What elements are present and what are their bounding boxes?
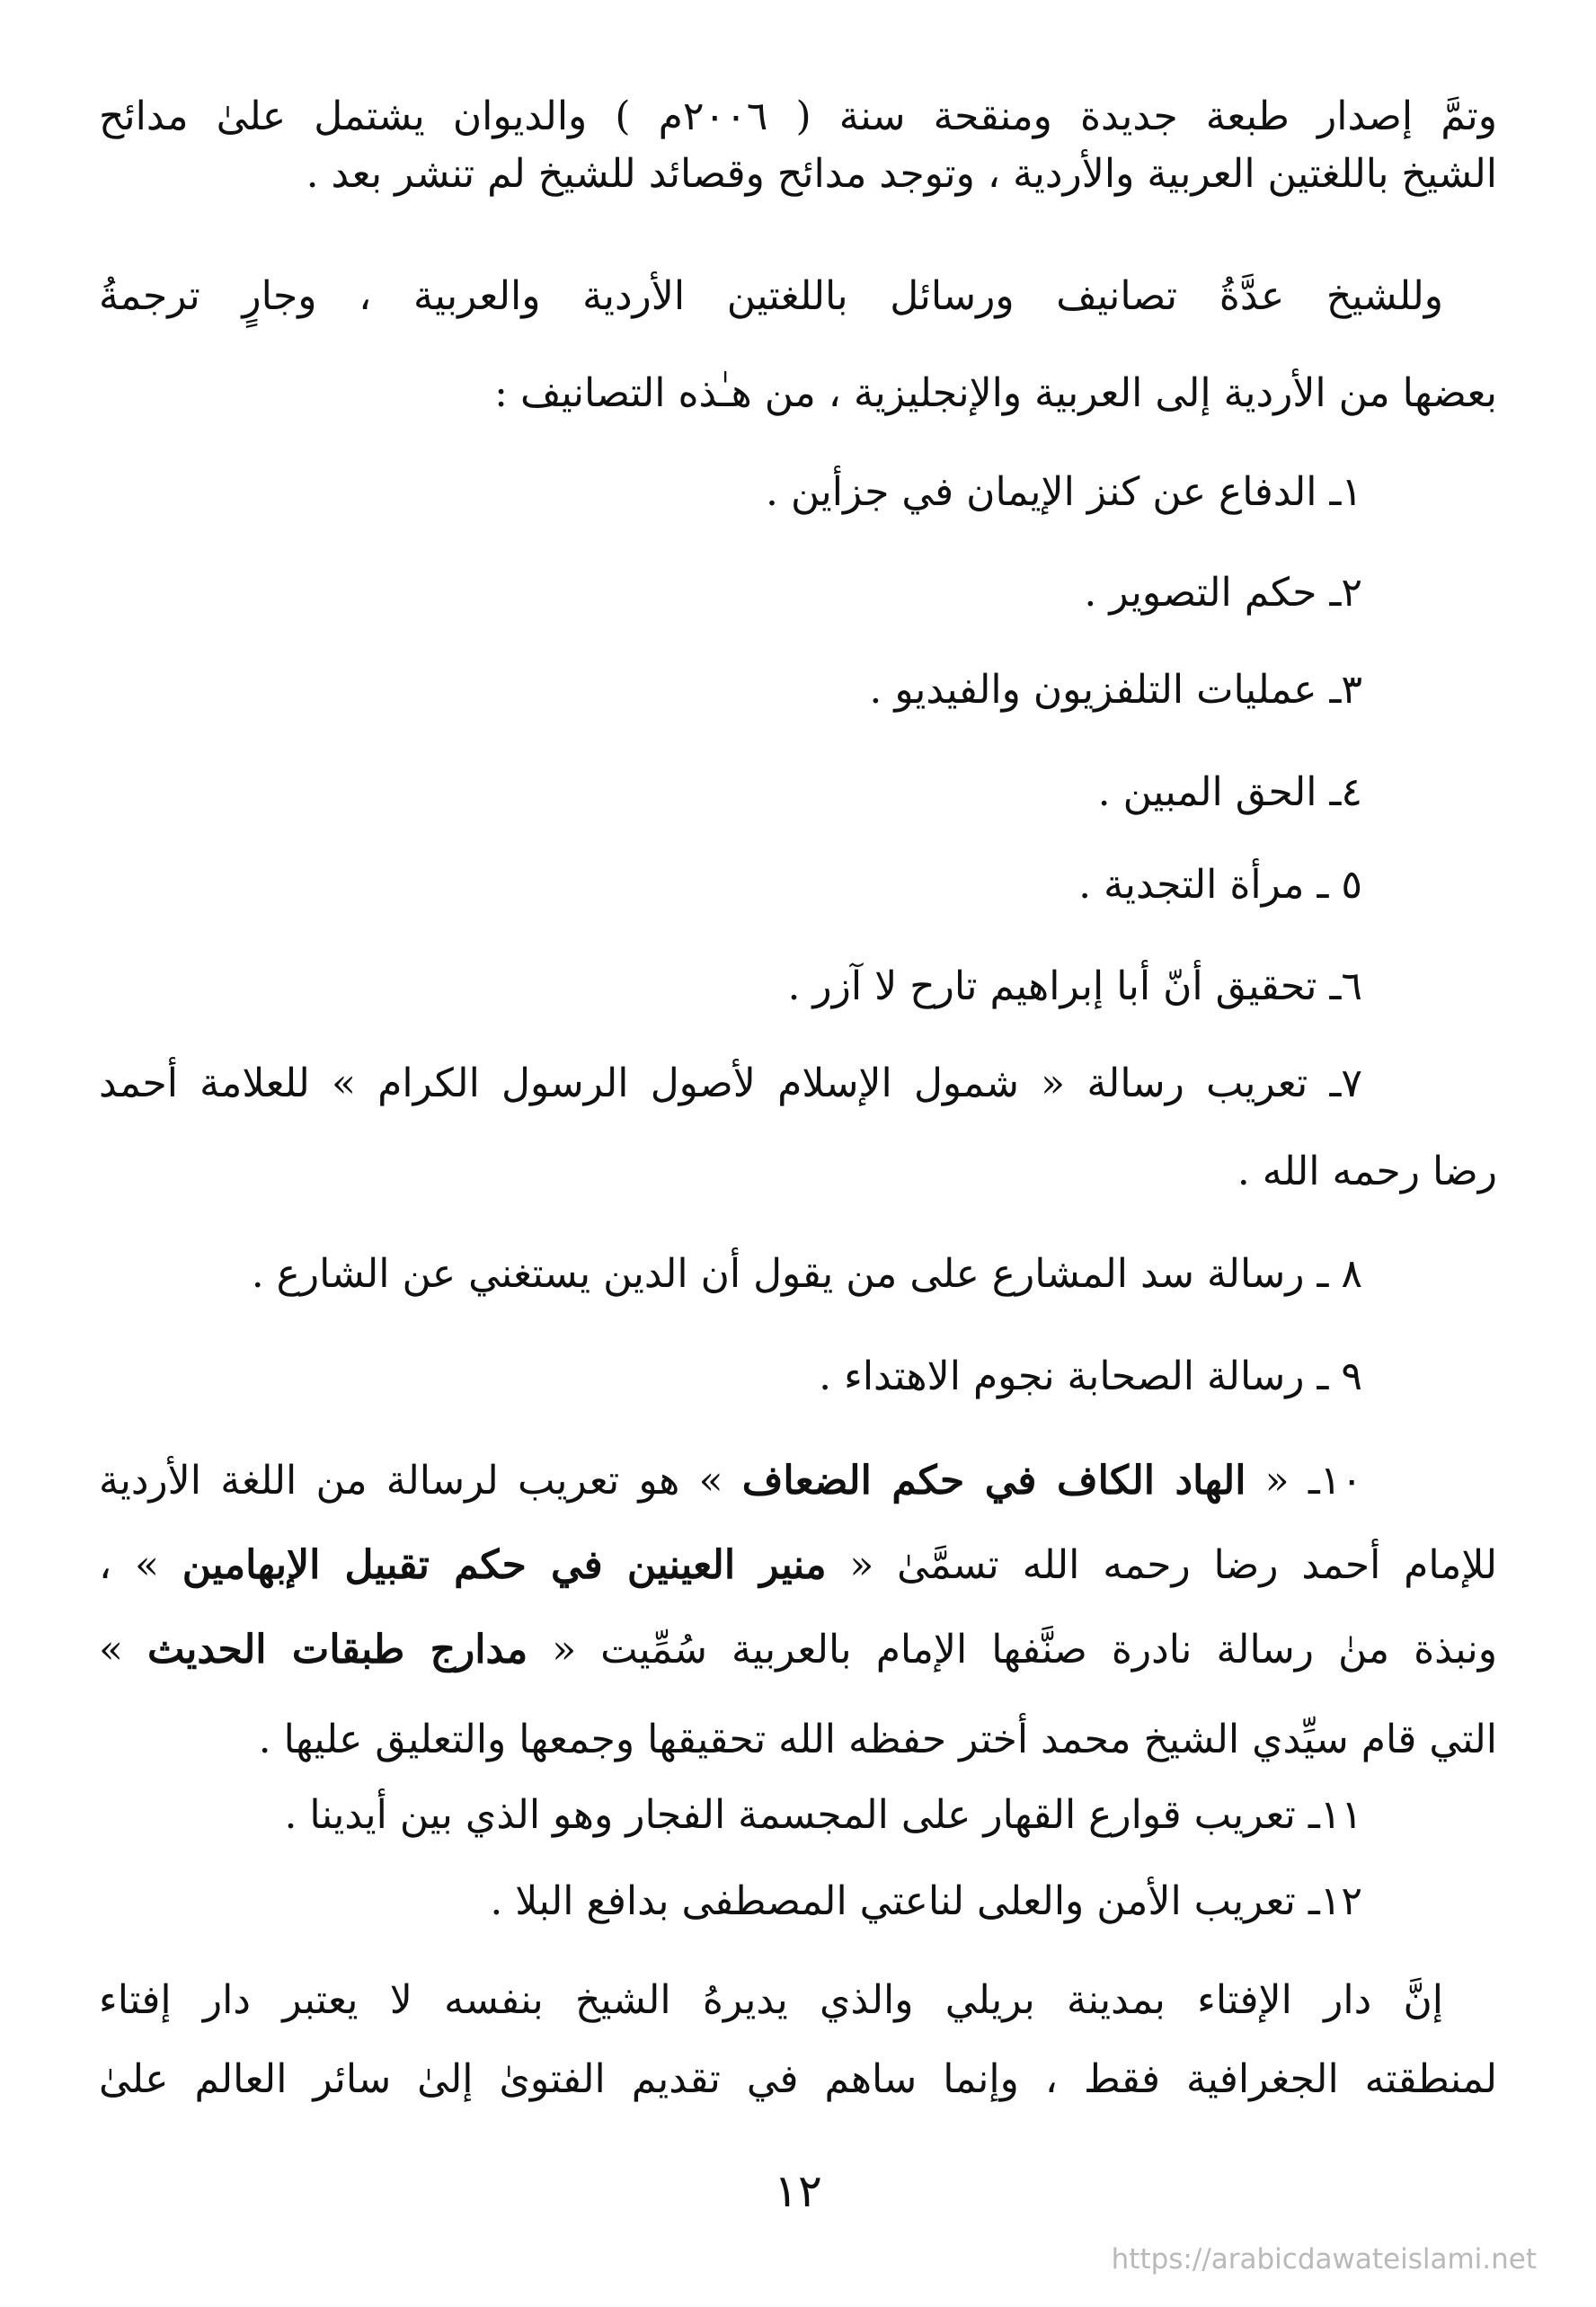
title-alhad-alkaf: الهاد الكاف في حكم الضعاف (741, 1458, 1246, 1504)
list-item-10-line-4: التي قام سيِّدي الشيخ محمد أختر حفظه الله تحقيقها وجمعها والتعليق عليها . (258, 1717, 1497, 1762)
list-item-10-prefix: ١٠ـ « (1246, 1458, 1362, 1504)
list-item-10-text: للإمام أحمد رضا رحمه الله تسمَّىٰ « (826, 1542, 1498, 1588)
paragraph-1-line-2: الشيخ باللغتين العربية والأردية ، وتوجد مدائح وقصائد للشيخ لم تنشر بعد . (306, 151, 1497, 197)
list-item: ٨ ـ رسالة سد المشارع على من يقول أن الدين يستغني عن الشارع . (251, 1251, 1362, 1297)
title-munir-alaynayn: منير العينين في حكم تقبيل الإبهامين (182, 1542, 827, 1588)
list-item: ٩ ـ رسالة الصحابة نجوم الاهتداء . (819, 1353, 1362, 1399)
list-item: ٦ـ تحقيق أنّ أبا إبراهيم تارح لا آزر . (787, 963, 1362, 1009)
list-item: ١١ـ تعريب قوارع القهار على المجسمة الفجار وهو الذي بين أيدينا . (284, 1792, 1362, 1838)
list-item: ٣ـ عمليات التلفزيون والفيديو . (869, 667, 1362, 713)
paragraph-1-line-1: وتمَّ إصدار طبعة جديدة ومنقحة سنة ( ٢٠٠٦م ) والديوان يشتمل علىٰ مدائح (99, 93, 1497, 139)
works-list (99, 0, 1497, 2157)
paragraph-2-line-1: وللشيخ عدَّةُ تصانيف ورسائل باللغتين الأردية والعربية ، وجارٍ ترجمةُ (99, 273, 1443, 319)
list-item-continuation: رضا رحمه الله . (1237, 1149, 1497, 1194)
list-item-10-line-3 (99, 1623, 1497, 1677)
list-item-10-line-2 (99, 1539, 1497, 1593)
list-item-10-line-1 (99, 1454, 1362, 1508)
list-item-10-text: » ، (99, 1542, 182, 1588)
page-number: ١٢ (774, 2165, 822, 2217)
list-item-10-text: ونبذة منٰ رسالة نادرة صنَّفها الإمام بالعربية سُمِّيت « (528, 1627, 1497, 1673)
list-item: ٤ـ الحق المبين . (1097, 769, 1362, 815)
paragraph-3 (99, 1974, 1497, 2102)
list-item: ٢ـ حكم التصوير . (1084, 570, 1362, 616)
watermark-url: https://arabicdawateislami.net (1111, 2243, 1537, 2276)
title-madarij-tabaqat: مدارج طبقات الحديث (146, 1627, 528, 1673)
paragraph-2-line-2: بعضها من الأردية إلى العربية والإنجليزية ، من هـٰذه التصانيف : (494, 370, 1497, 416)
paragraph-3-line-1: إنَّ دار الإفتاء بمدينة بريلي والذي يديرهُ الشيخ بنفسه لا يعتبر دار إفتاء (99, 1977, 1443, 2023)
list-item-10-rest: » هو تعريب لرسالة من اللغة الأردية (99, 1458, 742, 1504)
list-item: ٧ـ تعريب رسالة « شمول الإسلام لأصول الرسول الكرام » للعلامة أحمد (99, 1060, 1362, 1106)
paragraph-3-line-2: لمنطقته الجغرافية فقط ، وإنما ساهم في تقديم الفتوىٰ إلىٰ سائر العالم علىٰ (99, 2056, 1497, 2102)
list-item: ١ـ الدفاع عن كنز الإيمان في جزأين . (766, 469, 1362, 515)
list-item: ١٢ـ تعريب الأمن والعلى لناعتي المصطفى بدافع البلا . (490, 1878, 1362, 1924)
list-item-10-text: » (99, 1627, 147, 1673)
list-item: ٥ ـ مرأة التجدية . (1078, 862, 1362, 908)
